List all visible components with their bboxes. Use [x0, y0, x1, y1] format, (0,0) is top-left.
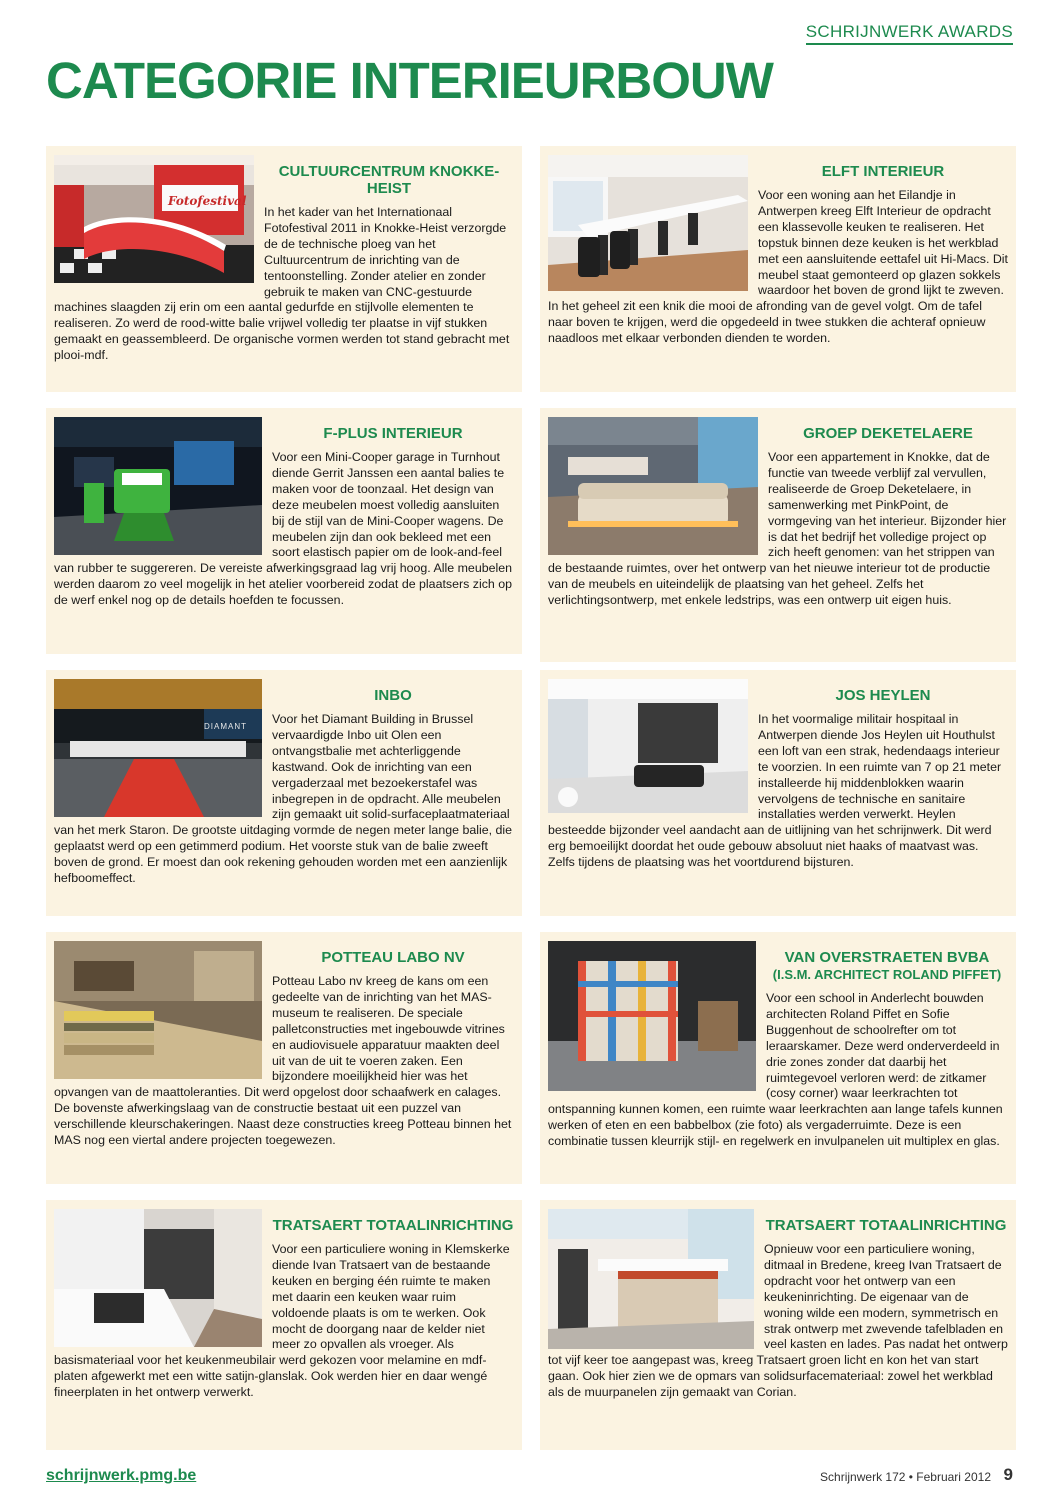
project-photo	[54, 155, 254, 283]
project-description: Voor een woning aan het Eilandje in Antwerpen kreeg Elft Interieur de opdracht een klassevolle keuken te realiseren. Het topstuk binnen deze keuken is het werkblad met een aansluitende eettafel uit Hi-Macs. Dit meubel staat gemonteerd op glazen sokkels waardoor het boven de grond lijkt te zweven. In het geheel zit een knik die mooi de afronding van de gevel volgt. Om de tafel naar boven te krijgen, werd die opgedeeld in twee stukken die achteraf opnieuw naadloos met elkaar verbonden dienden te worden.	[548, 188, 1009, 346]
project-title: POTTEAU LABO NV	[321, 949, 465, 966]
reception-podium-illustration	[54, 679, 262, 817]
project-description: Potteau Labo nv kreeg de kans om een gedeelte van de inrichting van het MAS-museum te realiseren. De speciale palletconstructies met ingebouwde vitrines en audiovisuele apparatuur maakten deel uit van de uit te voeren zaken. Een bijzondere moeilijkheid hier was het opvangen van de maattoleranties. Dit werd opgelost door schaafwerk en calages. De bovenste afwerkingslaag van de constructie bestaat uit een puzzel van verschillende kleurschakeringen. Naast deze constructies kreeg Potteau binnen het MAS nog een viertal andere projecten toegewezen.	[54, 974, 512, 1148]
project-subtitle: (I.S.M. ARCHITECT ROLAND PIFFET)	[772, 967, 1002, 982]
project-description: In het kader van het Internationaal Fotofestival 2011 in Knokke-Heist verzorgde de de technische ploeg van het Cultuurcentrum de inrichting van de tentoonstelling. Zonder atelier en zonder gebruik te maken van CNC-gestuurde machines slaagden zij erin om een aantal gedurfde en stijlvolle elementen te realiseren. Zo werd de rood-witte balie vrijwel volledig ter plaatse in vijf stukken gemaakt en geassembleerd. De organische vormen werden tot stand gebracht met plooi-mdf.	[54, 205, 510, 363]
project-title: ELFT INTERIEUR	[821, 163, 945, 180]
white-kitchen-illustration	[54, 1209, 262, 1347]
project-title: GROEP DEKETELAERE	[803, 425, 973, 442]
project-photo	[548, 155, 748, 291]
project-photo	[54, 941, 262, 1079]
project-title: TRATSAERT TOTAALINRICHTING	[765, 1217, 1007, 1234]
footer-issue: Schrijnwerk 172 • Februari 2012	[820, 1470, 991, 1484]
kitchen-table-illustration	[548, 155, 748, 291]
living-room-illustration	[548, 417, 758, 555]
project-card	[540, 1200, 1016, 1450]
project-title: JOS HEYLEN	[835, 687, 931, 704]
project-description: Voor het Diamant Building in Brussel vervaardigde Inbo uit Olen een ontvangstbalie met achterliggende kastwand. Ook de inrichting van een vergaderzaal met bezoekerstafel was inbegrepen in de opdracht. Alle meubelen zijn gemaakt uit solid-surfaceplaatmateriaal van het merk Staron. De grootste uitdaging vormde de negen meter lange balie, die geplaatst werd op een getimmerd podium. Het voorste stuk van de balie zweeft boven de grond. Er moest dan ook rekening gehouden worden met een aanzienlijk hefboomeffect.	[54, 712, 513, 886]
section-tag: SCHRIJNWERK AWARDS	[806, 22, 1013, 45]
project-title-main: VAN OVERSTRAETEN BVBA	[784, 949, 990, 966]
museum-pallets-illustration	[54, 941, 262, 1079]
project-title: TRATSAERT TOTAALINRICHTING	[272, 1217, 514, 1234]
project-card	[540, 408, 1016, 662]
project-photo	[548, 679, 748, 813]
project-description: In het voormalige militair hospitaal in Antwerpen diende Jos Heylen uit Houthulst een loft van een strak, hedendaags interieur te voorzien. In een ruimte van 7 op 21 meter installeerde hij middenblokken waarin vervolgens de technische en sanitaire installaties werden verwerkt. Heylen besteedde bijzonder veel aandacht aan de uitlijning van het schrijnwerk. Dit werd erg bemoeilijkt doordat het oude gebouw absoluut niet haaks of maatvast was. Zelfs tijdens de plaatsing was het voortdurend bijsturen.	[548, 712, 1002, 870]
project-description: Voor een school in Anderlecht bouwden architecten Roland Piffet en Sofie Buggenhout de schoolrefter om tot leraarskamer. Deze werd onderverdeeld in drie zones zonder dat daarbij het ruimtegevoel verloren werd: de zitkamer (cosy corner) waar leerkrachten tot ontspanning kunnen komen, een ruimte waar leerkrachten aan lange tafels kunnen werken of eten en een babbelbox (zie foto) als vergaderruimte. Deze is een combinatie tussen kleurrijk stijl- en regelwerk en invulpanelen uit multiplex en glas.	[548, 991, 1003, 1149]
project-card	[46, 408, 522, 654]
showroom-counter-illustration	[54, 417, 262, 555]
project-card	[46, 146, 522, 392]
project-description: Voor een appartement in Knokke, dat de functie van tweede verblijf zal vervullen, realiseerde de Groep Deketelaere, in samenwerking met PinkPoint, de vormgeving van het interieur. Bijzonder hier is dat het bedrijf het volledige project op zich heeft genomen: van het strippen van de bestaande ruimtes, over het ontwerp van het nieuwe interieur tot de productie van de meubels en uiteindelijk de plaatsing van het geheel. Zelfs het verlichtingsontwerp, met enkele ledstrips, was een ontwerp uit eigen huis.	[548, 450, 1007, 608]
project-description: Voor een Mini-Cooper garage in Turnhout diende Gerrit Janssen een aantal balies te maken voor de toonzaal. Het design van deze meubelen moest volledig aansluiten bij de stijl van de Mini-Cooper wagens. De meubelen zijn dan ook bekleed met een soort elastisch papier om de look-and-feel van rubber te suggereren. De vereiste afwerkingsgraad lag vrij hoog. Alle meubelen werden daarom zo veel mogelijk in het atelier voorbereid zodat de plaatsers zich op de werf enkel nog op de details hoefden te focussen.	[54, 450, 513, 608]
project-title: F-PLUS INTERIEUR	[323, 425, 463, 442]
kitchen-island-illustration	[548, 1209, 754, 1349]
project-photo	[54, 1209, 262, 1347]
page-number: 9	[1003, 1465, 1013, 1484]
project-card	[540, 670, 1016, 916]
photo-caption-fotofestival: Fotofestival	[168, 194, 247, 208]
meeting-box-illustration	[548, 941, 756, 1091]
photo-caption-diamant: DIAMANT	[204, 722, 247, 731]
footer-url[interactable]: schrijnwerk.pmg.be	[46, 1467, 197, 1484]
project-description: Opnieuw voor een particuliere woning, ditmaal in Bredene, kreeg Ivan Tratsaert de opdracht voor het ontwerp van een keukeninrichting. De eigenaar van de woning wilde een modern, symmetrisch en strak ontwerp met zwevende tafelbladen en veel kasten en lades. Pas nadat het ontwerp tot vijf keer toe aangepast was, kreeg Tratsaert groen licht en kon het van start gaan. Ook hier zien we de opmars van solidsurfacemateriaal: zowel het werkblad als de muurpanelen zijn gemaakt van Corian.	[548, 1242, 1008, 1400]
project-photo	[54, 679, 262, 817]
project-photo	[548, 941, 756, 1091]
page-title: CATEGORIE INTERIEURBOUW	[46, 52, 773, 109]
project-card	[540, 932, 1016, 1184]
project-description: Voor een particuliere woning in Klemskerke diende Ivan Tratsaert van de bestaande keuken en berging één ruimte te maken met daarin een keuken waar ruim voldoende plaats is om te werken. Ook mocht de doorgang naar de kelder niet meer zo opvallen als vroeger. Als basismateriaal voor het keukenmeubilair werd gekozen voor melamine en mdf-platen afgewerkt met een witte satijn-glanslak. Ook werden hier en daar wengé fineerplaten in het ontwerp verwerkt.	[54, 1242, 510, 1400]
project-card	[46, 1200, 522, 1450]
project-title: CULTUURCENTRUM KNOKKE-HEIST	[278, 163, 500, 197]
project-photo	[548, 417, 758, 555]
reception-desk-illustration	[54, 155, 254, 283]
project-card	[540, 146, 1016, 392]
project-card	[46, 670, 522, 916]
project-photo	[548, 1209, 754, 1349]
project-title: INBO	[374, 687, 412, 704]
project-card	[46, 932, 522, 1184]
project-photo	[54, 417, 262, 555]
project-title	[758, 941, 1008, 983]
loft-interior-illustration	[548, 679, 748, 813]
